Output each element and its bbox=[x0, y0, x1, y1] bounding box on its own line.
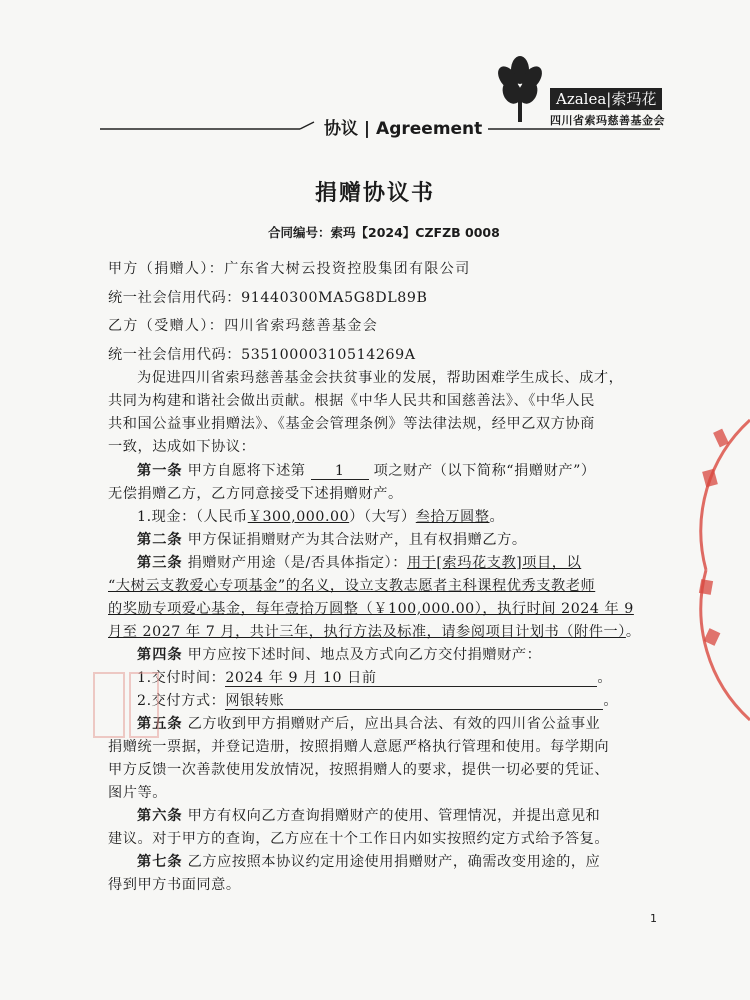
article-6: 第六条 甲方有权向乙方查询捐赠财产的使用、管理情况，并提出意见和 bbox=[137, 808, 601, 824]
article-1: 第一条 甲方自愿将下述第 1 项之财产（以下简称“捐赠财产”） bbox=[137, 463, 596, 479]
preamble-line: 共和国公益事业捐赠法》、《基金会管理条例》等法律法规，经甲乙双方协商 bbox=[108, 416, 595, 432]
logo-org-name: 四川省索玛慈善基金会 bbox=[550, 114, 665, 127]
article-label: 第二条 bbox=[137, 532, 183, 548]
article-7: 第七条 乙方应按照本协议约定用途使用捐赠财产，确需改变用途的，应 bbox=[137, 854, 601, 870]
delivery-time: 1.交付时间：2024 年 9 月 10 日前 。 bbox=[137, 670, 613, 686]
faint-seal-mark bbox=[90, 665, 162, 745]
article-5-line: 捐赠统一票据，并登记造册，按照捐赠人意愿严格执行管理和使用。每学期向 bbox=[108, 739, 610, 755]
article-label: 第七条 bbox=[137, 854, 183, 870]
cash-amount: ￥300,000.00 bbox=[247, 509, 350, 525]
article-3-line: 月至 2027 年 7 月，共计三年，执行方法及标准，请参阅项目计划书（附件一）。 bbox=[108, 624, 641, 640]
party-a: 甲方（捐赠人）：广东省大树云投资控股集团有限公司 bbox=[108, 261, 471, 277]
article-3-line: 的奖励专项爱心基金，每年壹拾万圆整（￥100,000.00），执行时间 2024 年 9 bbox=[108, 601, 634, 617]
preamble-line: 为促进四川省索玛慈善基金会扶贫事业的发展，帮助困难学生成长、成才， bbox=[137, 370, 624, 386]
official-seal-partial bbox=[686, 390, 750, 750]
article-6-line: 建议。对于甲方的查询，乙方应在十个工作日内如实按照约定方式给予答复。 bbox=[108, 831, 610, 847]
contract-number: 合同编号：索玛【2024】CZFZB 0008 bbox=[268, 225, 500, 240]
article-label: 第一条 bbox=[137, 463, 183, 479]
party-a-credit-code: 统一社会信用代码：91440300MA5G8DL89B bbox=[108, 290, 428, 306]
page-number: 1 bbox=[650, 912, 657, 925]
delivery-method-value: 网银转账 bbox=[225, 693, 603, 710]
article-3-line: “大树云支教爱心专项基金”的名义，设立支教志愿者主科课程优秀支教老师 bbox=[108, 578, 596, 594]
article-5-line: 甲方反馈一次善款使用发放情况，按照捐赠人的要求，提供一切必要的凭证、 bbox=[108, 762, 610, 778]
cash-amount-capital: 叁拾万圆整 bbox=[415, 509, 490, 525]
party-b-credit-code: 统一社会信用代码：53510000310514269A bbox=[108, 347, 416, 363]
party-b: 乙方（受赠人）：四川省索玛慈善基金会 bbox=[108, 318, 379, 334]
article-3: 第三条 捐赠财产用途（是/否具体指定）：用于[索玛花支教]项目，以 bbox=[137, 555, 582, 571]
delivery-method: 2.交付方式：网银转账 。 bbox=[137, 693, 619, 709]
header-label: 协议 | Agreement bbox=[318, 114, 488, 139]
article-label: 第六条 bbox=[137, 808, 183, 824]
article-5-line: 图片等。 bbox=[108, 785, 167, 801]
delivery-time-value: 2024 年 9 月 10 日前 bbox=[225, 670, 597, 687]
document-title: 捐赠协议书 bbox=[314, 181, 435, 206]
article-7-line: 得到甲方书面同意。 bbox=[108, 877, 241, 893]
article-2: 第二条 甲方保证捐赠财产为其合法财产，且有权捐赠乙方。 bbox=[137, 532, 527, 548]
article-5: 第五条 乙方收到甲方捐赠财产后，应出具合法、有效的四川省公益事业 bbox=[137, 716, 601, 732]
item-count: 1 bbox=[311, 463, 369, 480]
logo-brand: Azalea|索玛花 bbox=[550, 88, 662, 110]
preamble-line: 一致，达成如下协议： bbox=[108, 439, 256, 455]
preamble-line: 共同为构建和谐社会做出贡献。根据《中华人民共和国慈善法》、《中华人民 bbox=[108, 393, 595, 409]
cash-item: 1.现金：（人民币￥300,000.00）（大写）叁拾万圆整。 bbox=[137, 509, 505, 525]
article-label: 第三条 bbox=[137, 555, 183, 571]
foundation-logo bbox=[490, 48, 700, 128]
article-4: 第四条 甲方应按下述时间、地点及方式向乙方交付捐赠财产： bbox=[137, 647, 542, 663]
article-1-line: 无偿捐赠乙方，乙方同意接受下述捐赠财产。 bbox=[108, 486, 403, 502]
article-label: 第四条 bbox=[137, 647, 183, 663]
article-label: 第五条 bbox=[137, 716, 183, 732]
